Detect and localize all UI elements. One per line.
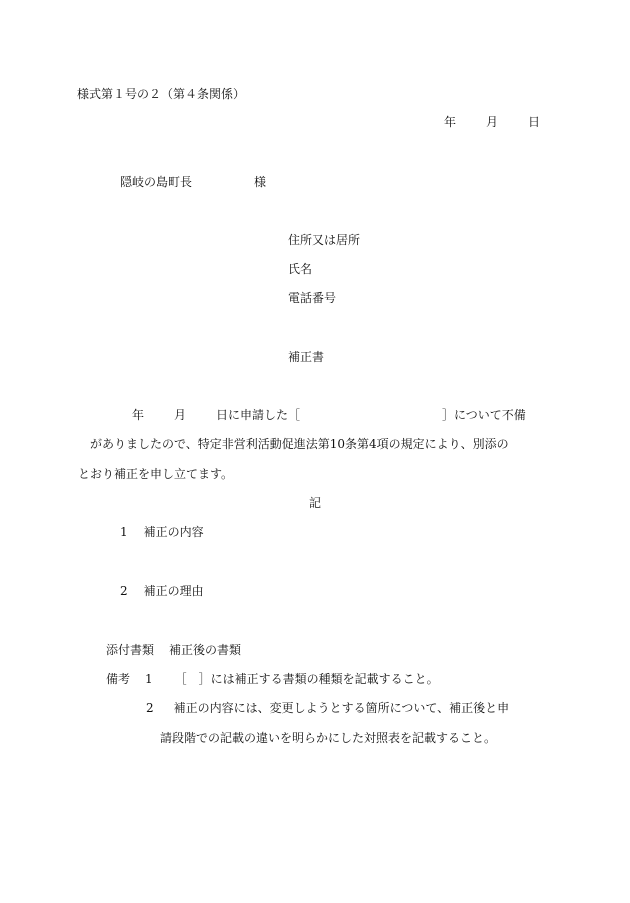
addressee-line <box>120 175 266 189</box>
attachment-label: 添付書類 <box>106 643 155 657</box>
remarks-text-1: ［ ］には補正する書類の種類を記載すること。 <box>174 672 439 686</box>
document-title: 補正書 <box>288 350 325 364</box>
attachment-line <box>106 643 241 657</box>
item-1 <box>120 525 204 539</box>
body-line-3: とおり補正を申し立てます。 <box>78 467 234 481</box>
remarks-line-1 <box>106 672 439 686</box>
date-line <box>444 115 540 129</box>
name-label: 氏名 <box>288 262 313 276</box>
date-day: 日 <box>528 115 541 129</box>
address-label: 住所又は居所 <box>288 233 361 247</box>
remarks-label: 備考 <box>106 672 131 686</box>
attachment-value: 補正後の書類 <box>169 643 242 657</box>
addressee-honorific: 様 <box>254 175 267 189</box>
body-line-1 <box>132 408 526 422</box>
remarks-line-3: 請段階での記載の違いを明らかにした対照表を記載すること。 <box>160 731 497 745</box>
date-month: 月 <box>486 115 499 129</box>
ki-label: 記 <box>309 496 322 510</box>
body-applied: 日に申請した［ <box>216 408 301 422</box>
item-2 <box>120 584 204 598</box>
item-1-num: 1 <box>120 525 128 539</box>
item-2-num: 2 <box>120 584 128 598</box>
body-line-2: がありましたので、特定非営利活動促進法第10条第4項の規定により、別添の <box>90 437 509 451</box>
body-end: ］について不備 <box>442 408 526 422</box>
addressee-name: 隠岐の島町長 <box>120 175 193 189</box>
remarks-text-2a: 補正の内容には、変更しようとする箇所について、補正後と申 <box>173 701 510 715</box>
item-2-label: 補正の理由 <box>143 584 204 598</box>
body-year: 年 <box>132 408 145 422</box>
phone-label: 電話番号 <box>288 291 337 305</box>
form-number: 様式第１号の２（第４条関係） <box>77 87 246 101</box>
remarks-num-2: 2 <box>146 701 154 715</box>
remarks-num-1: 1 <box>145 672 153 686</box>
item-1-label: 補正の内容 <box>143 525 204 539</box>
date-year: 年 <box>444 115 457 129</box>
remarks-line-2 <box>146 701 509 715</box>
body-month: 月 <box>174 408 187 422</box>
